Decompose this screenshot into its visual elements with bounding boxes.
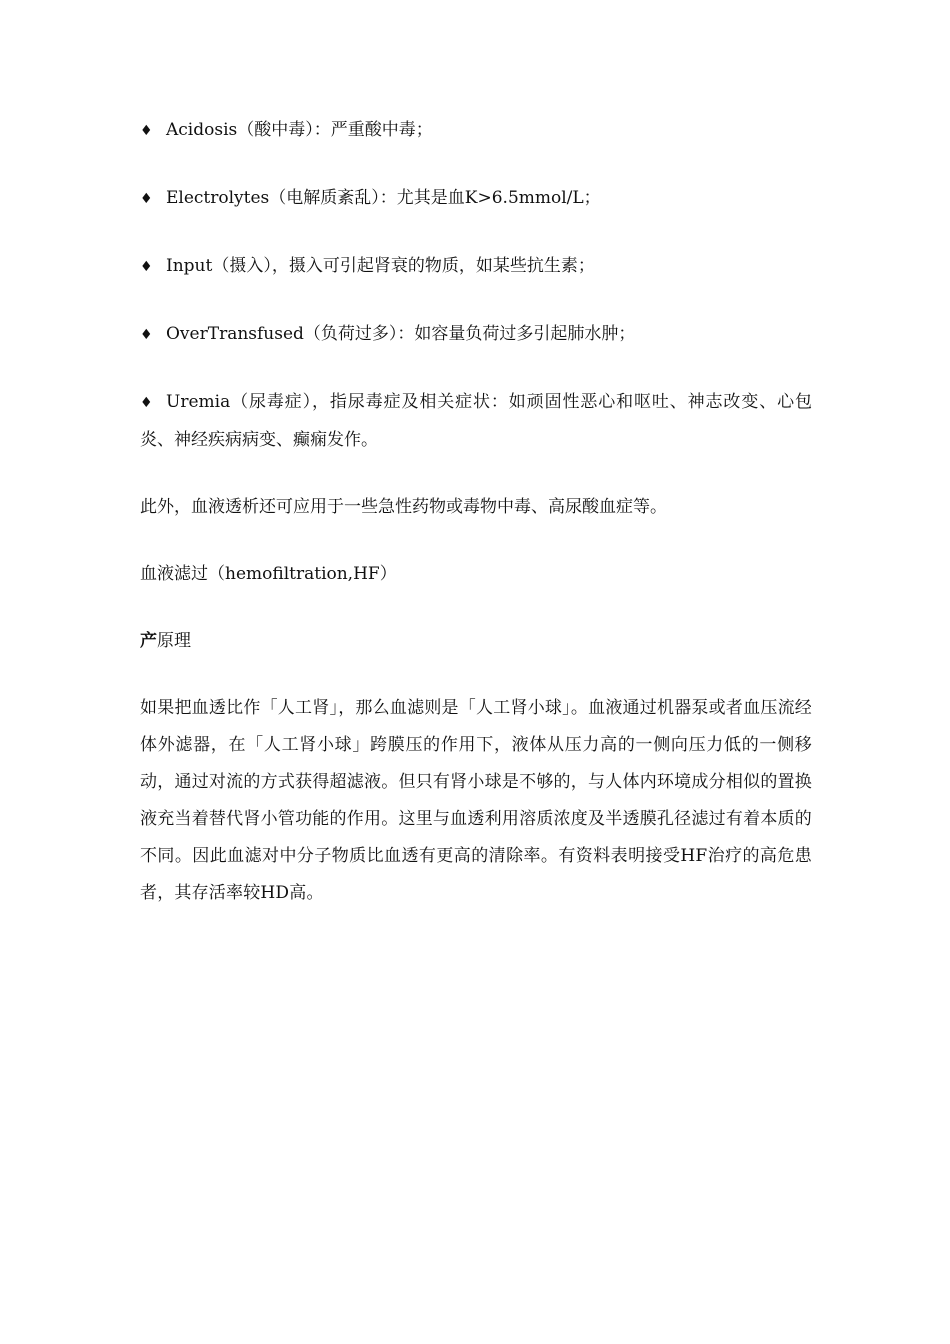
principle-mark: 产	[140, 631, 157, 651]
bullet-text: OverTransfused（负荷过多）：如容量负荷过多引起肺水肿；	[166, 324, 636, 344]
principle-label: 原理	[157, 631, 191, 651]
diamond-bullet-icon: ♦	[140, 123, 153, 139]
bullet-text: Electrolytes（电解质紊乱）：尤其是血K>6.5mmol/L；	[166, 188, 601, 208]
section-title: 血液滤过（hemofiltration,HF）	[140, 564, 397, 584]
principle-heading	[140, 623, 812, 660]
principle-body: 如果把血透比作「人工肾」，那么血滤则是「人工肾小球」。血液通过机器泵或者血压流经体外滤器，在「人工肾小球」跨膜压的作用下，液体从压力高的一侧向压力低的一侧移动，通过对流的方式获得超滤液。但只有肾小球是不够的，与人体内环境成分相似的置换液充当着替代肾小管功能的作用。这里与血透利用溶质浓度及半透膜孔径滤过有着本质的不同。因此血滤对中分子物质比血透有更高的清除率。有资料表明接受HF治疗的高危患者，其存活率较HD高。	[140, 698, 812, 903]
diamond-bullet-icon: ♦	[140, 191, 153, 207]
document-body	[140, 112, 812, 942]
bullet-text: Uremia（尿毒症），指尿毒症及相关症状：如顽固性恶心和呕吐、神志改变、心包炎、神经疾病病变、癫痫发作。	[140, 392, 812, 450]
bullet-text: Input（摄入），摄入可引起肾衰的物质，如某些抗生素；	[166, 256, 595, 276]
diamond-bullet-icon: ♦	[140, 259, 153, 275]
diamond-bullet-icon: ♦	[140, 395, 153, 411]
bullet-item-electrolytes	[140, 180, 812, 218]
bullet-item-input	[140, 248, 812, 286]
bullet-item-uremia	[140, 384, 812, 459]
bullet-item-acidosis	[140, 112, 812, 150]
bullet-text: Acidosis（酸中毒）：严重酸中毒；	[166, 120, 433, 140]
extra-indication-note: 此外，血液透析还可应用于一些急性药物或毒物中毒、高尿酸血症等。	[140, 497, 667, 517]
bullet-item-overtransfused	[140, 316, 812, 354]
diamond-bullet-icon: ♦	[140, 327, 153, 343]
